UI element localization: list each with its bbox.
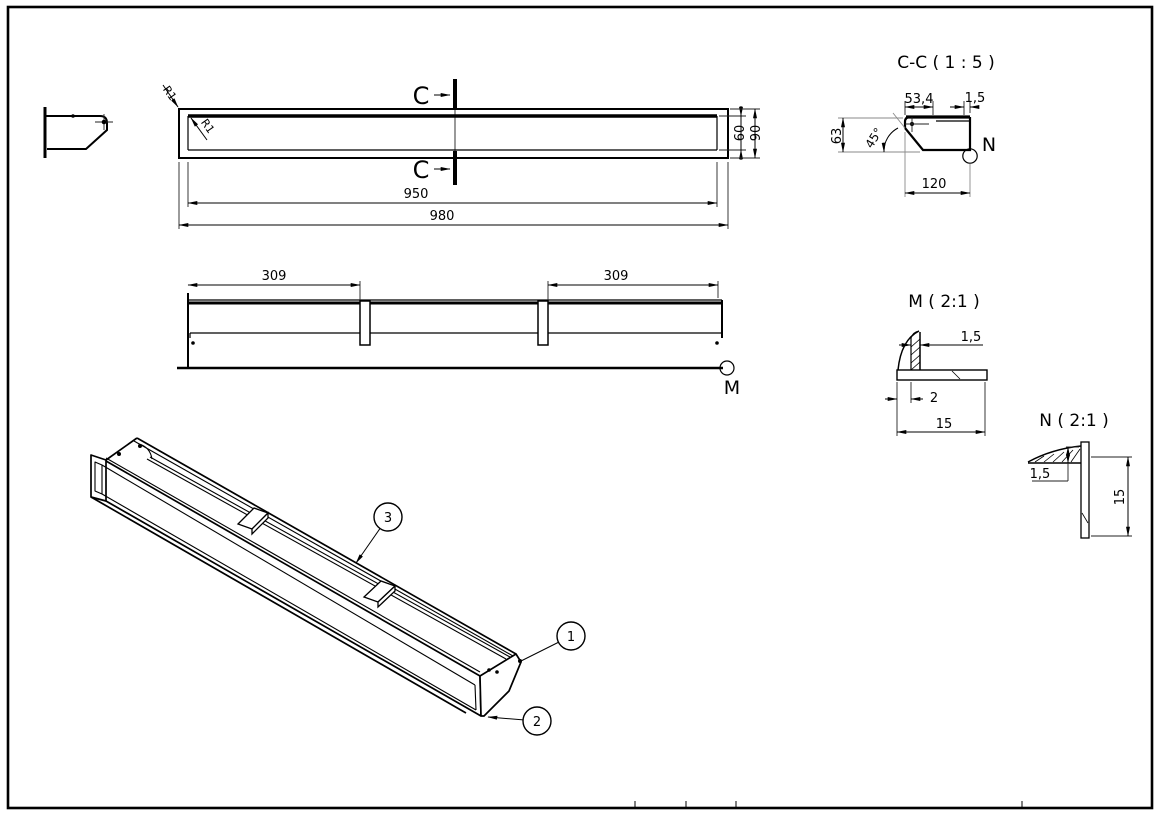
dim-90: 90	[749, 124, 764, 142]
dim-n-1-5: 1,5	[1029, 467, 1051, 482]
radius-callout-outer	[160, 84, 179, 107]
dim-1-5-cc: 1,5	[964, 91, 986, 106]
dim-950: 950	[403, 187, 429, 202]
balloon-2-label: 2	[532, 715, 542, 730]
dim-53-4: 53,4	[904, 92, 934, 107]
section-view-cc	[830, 53, 996, 197]
iso-cross-tab-2	[364, 581, 395, 607]
detail-callout-n	[963, 134, 996, 163]
balloon-2[interactable]	[488, 707, 551, 735]
balloon-3[interactable]	[356, 503, 402, 563]
dim-309-right: 309	[603, 269, 629, 284]
section-cc-title: C-C ( 1 : 5 )	[897, 53, 995, 73]
detail-view-m	[885, 292, 987, 436]
balloon-1[interactable]	[518, 622, 585, 663]
balloon-1-label: 1	[566, 630, 576, 645]
dim-45deg: 45°	[862, 125, 886, 151]
dim-63: 63	[830, 127, 845, 145]
sheet-centering-ticks	[635, 801, 1022, 807]
top-view	[160, 79, 764, 229]
cross-tab-left	[360, 301, 370, 345]
dim-m-15: 15	[935, 417, 953, 432]
dim-60: 60	[733, 124, 748, 142]
dim-309-left: 309	[261, 269, 287, 284]
dim-m-1-5: 1,5	[960, 330, 982, 345]
radius-label-outer: R1	[160, 83, 180, 104]
detail-m-hatching	[911, 339, 920, 370]
section-cc-dimensions	[830, 91, 985, 197]
front-view	[177, 269, 740, 399]
detail-m-dimensions	[885, 330, 985, 436]
detail-callout-m	[720, 361, 740, 399]
side-profile-view	[45, 107, 113, 158]
detail-n-title: N ( 2:1 )	[1039, 411, 1109, 431]
section-letter-top: C	[412, 82, 430, 110]
detail-m-letter: M	[723, 377, 741, 399]
radius-label-inner: R1	[198, 116, 218, 137]
detail-n-letter: N	[981, 134, 997, 156]
dim-n-15: 15	[1113, 488, 1128, 506]
front-view-dimensions	[188, 269, 718, 300]
section-line-cc	[413, 79, 455, 185]
detail-view-n	[1028, 411, 1132, 538]
balloon-3-label: 3	[383, 511, 393, 526]
section-letter-bottom: C	[412, 156, 430, 184]
radius-callout-inner	[191, 117, 217, 140]
detail-m-title: M ( 2:1 )	[908, 292, 980, 312]
dim-m-2: 2	[929, 391, 939, 406]
iso-end-cap	[480, 654, 521, 716]
dim-120: 120	[921, 177, 947, 192]
isometric-view	[91, 438, 585, 735]
cross-tab-right	[538, 301, 548, 345]
top-view-dimensions	[179, 106, 764, 229]
dim-980: 980	[429, 209, 455, 224]
